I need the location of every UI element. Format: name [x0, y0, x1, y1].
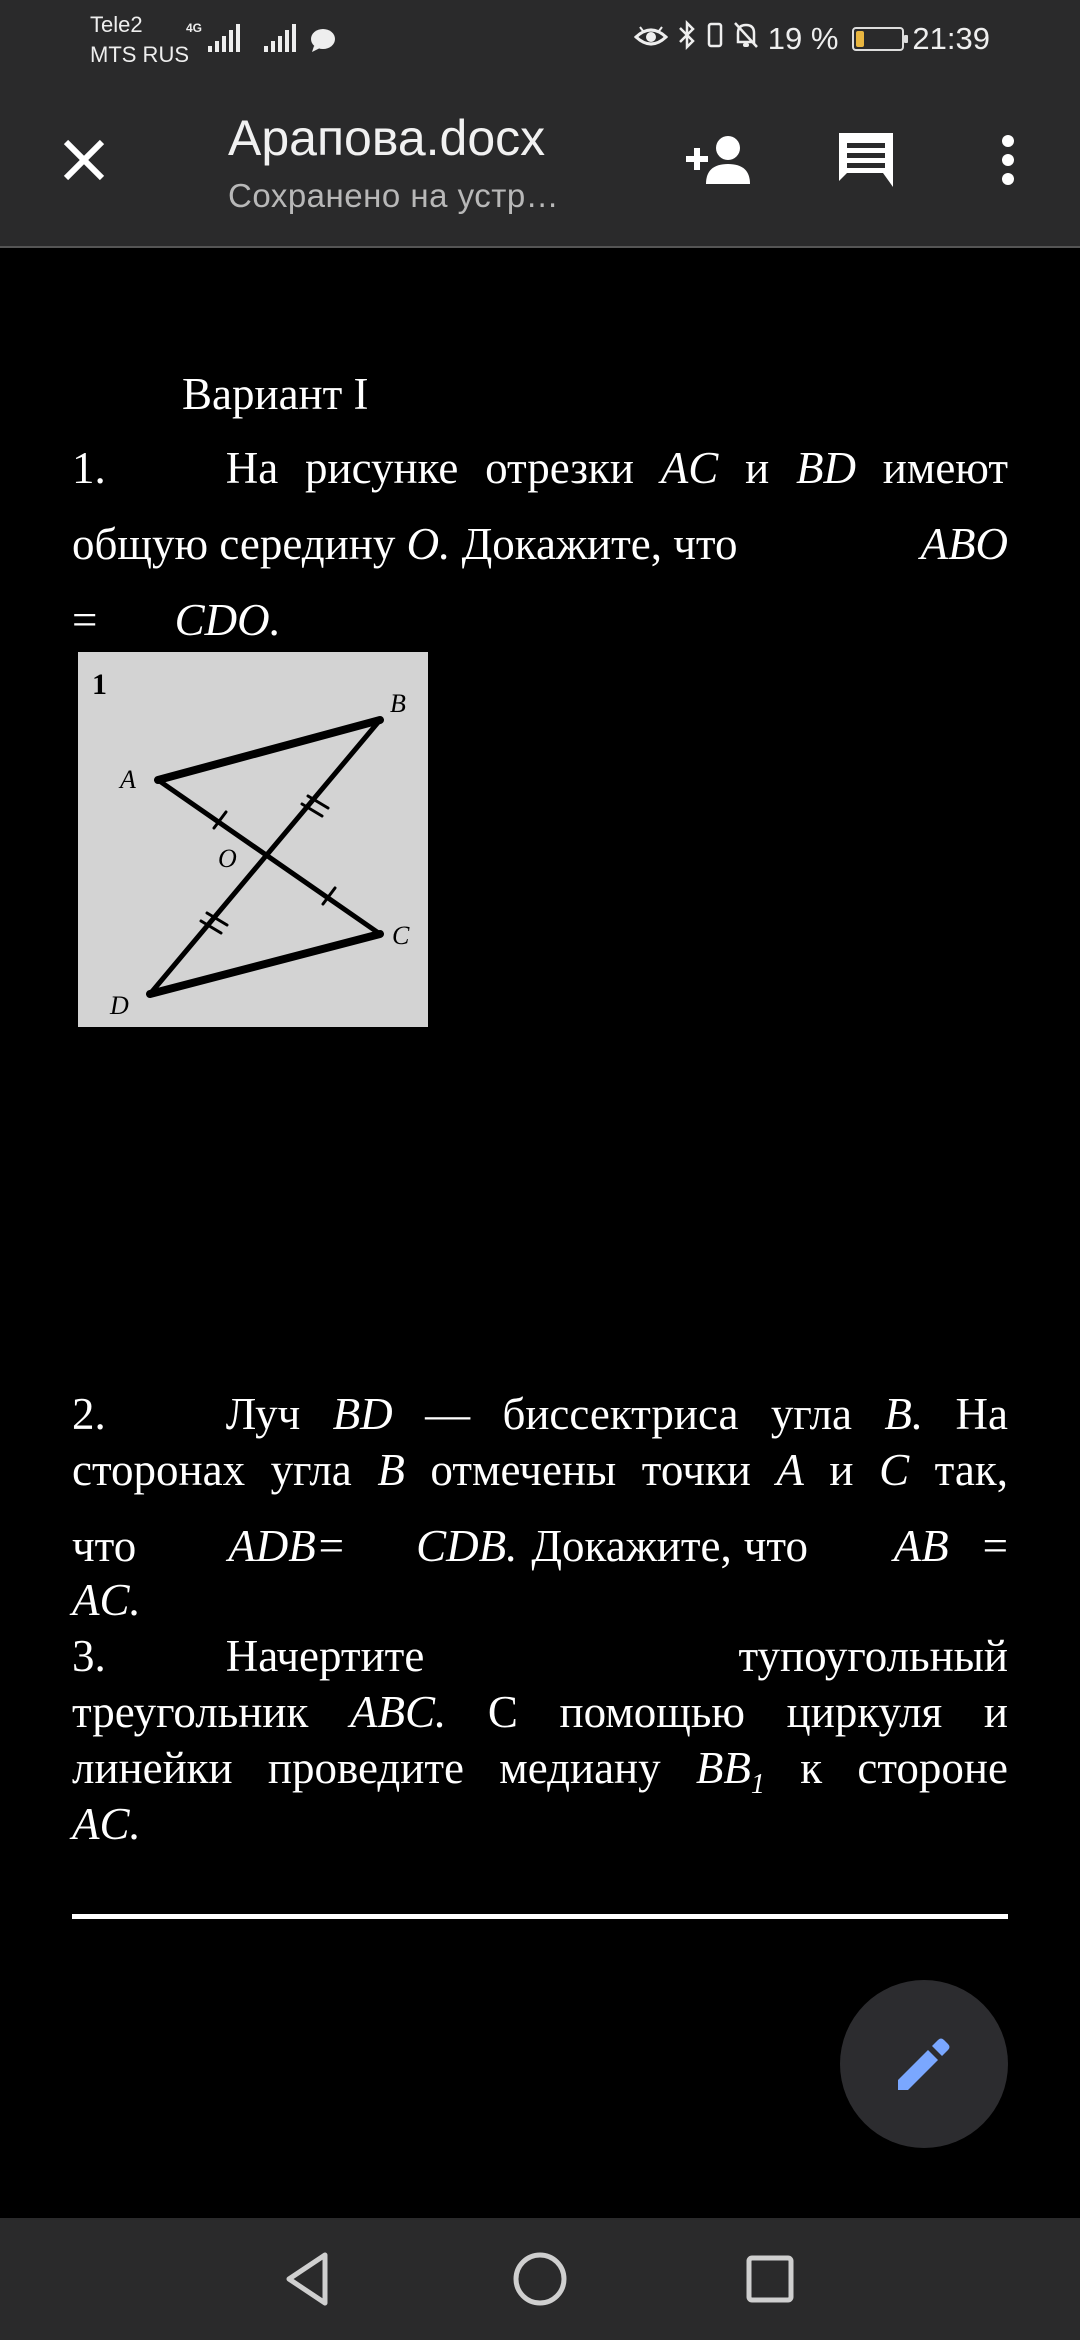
- point-label-C: C: [392, 921, 410, 950]
- task2-number: 2.: [72, 1389, 106, 1439]
- battery-percent: 19 %: [767, 21, 839, 56]
- task1-line1: [72, 442, 1008, 494]
- network-type: 4G: [186, 21, 203, 35]
- task2-word: B.: [884, 1389, 924, 1439]
- task1-word: имеют: [882, 443, 1008, 493]
- task2-word: На: [955, 1389, 1008, 1439]
- more-vert-icon: [1000, 134, 1016, 186]
- comment-icon: [835, 129, 897, 191]
- task3-word: циркуля: [786, 1687, 943, 1737]
- more-options-button[interactable]: [968, 120, 1048, 200]
- task3-number: 3.: [72, 1631, 106, 1681]
- segment-BD: [150, 720, 380, 994]
- close-icon: [60, 136, 108, 184]
- task2-word: сторонах: [72, 1445, 246, 1495]
- task2-word: угла: [770, 1389, 852, 1439]
- task2-word: Луч: [225, 1389, 301, 1439]
- segment-AC: [158, 780, 380, 934]
- task1-word: На: [225, 443, 279, 493]
- comments-button[interactable]: [822, 120, 910, 200]
- task1-number: 1.: [72, 443, 106, 493]
- task2-word: ADB=: [228, 1521, 347, 1571]
- task3-word: и: [983, 1687, 1008, 1737]
- point-label-B: B: [390, 689, 406, 718]
- point-label-D: D: [110, 991, 129, 1020]
- task3-word: ABC.: [349, 1687, 447, 1737]
- status-bar: [0, 0, 1080, 80]
- task2-word: —: [425, 1389, 471, 1439]
- task3-word: помощью: [559, 1687, 746, 1737]
- task3-word: стороне: [857, 1743, 1008, 1793]
- task2-word: что: [743, 1521, 808, 1571]
- point-label-A: A: [120, 765, 136, 794]
- task3-word: С: [487, 1687, 518, 1737]
- task3-word: Начертите: [225, 1631, 425, 1681]
- task1-word: отрезки: [485, 443, 634, 493]
- task2-word: AB: [893, 1521, 949, 1571]
- figure-drawing: [78, 652, 428, 1027]
- task1-text: общую середину: [72, 519, 396, 569]
- task3-word: линейки: [72, 1743, 233, 1793]
- document-save-status: Сохранено на устр…: [228, 177, 560, 214]
- eye-icon: [634, 21, 668, 57]
- add-person-icon: [684, 132, 756, 188]
- mute-icon: [732, 20, 760, 58]
- task2-line2: [72, 1444, 1008, 1496]
- edit-pencil-icon: [894, 2034, 954, 2094]
- task2-word: A: [776, 1445, 804, 1495]
- task1-word: рисунке: [305, 443, 459, 493]
- signal-strength-icon: [264, 24, 296, 52]
- edit-fab-button[interactable]: [840, 1980, 1008, 2148]
- task3-line4: AC.: [72, 1799, 141, 1849]
- point-label-O: O: [218, 844, 237, 873]
- signal-strength-icon: [208, 24, 240, 52]
- carrier-1: Tele2: [90, 12, 143, 37]
- home-circle-icon: [512, 2251, 568, 2307]
- task3-word: треугольник: [72, 1687, 309, 1737]
- task2-line1: [72, 1388, 1008, 1440]
- task1-word: и: [745, 443, 770, 493]
- task1-text: CDO.: [174, 595, 281, 645]
- task1-text: =: [72, 595, 98, 645]
- share-add-person-button[interactable]: [676, 120, 764, 200]
- nav-back-button[interactable]: [268, 2244, 348, 2314]
- document-body[interactable]: [0, 248, 1080, 2218]
- task2-word: что: [72, 1521, 137, 1571]
- task1-text: Докажите, что: [461, 519, 738, 569]
- task3-word: к: [800, 1743, 823, 1793]
- task2-word: C: [879, 1445, 910, 1495]
- task2-line4: AC.: [72, 1575, 141, 1625]
- task3-word: тупоугольный: [738, 1631, 1008, 1681]
- task2-word: B: [377, 1445, 405, 1495]
- vibrate-icon: [706, 21, 724, 57]
- task1-text: ABO: [920, 519, 1008, 569]
- status-right: [634, 20, 990, 58]
- figure-number: 1: [92, 668, 107, 701]
- task1-word: BD: [795, 443, 856, 493]
- task1-line3: [72, 594, 1008, 646]
- battery-fill: [856, 31, 864, 47]
- geometry-figure: [78, 652, 428, 1027]
- segment-AB: [158, 720, 380, 780]
- task1-line2: [72, 518, 1008, 570]
- task2-word: точки: [641, 1445, 751, 1495]
- task2-word: отмечены: [430, 1445, 617, 1495]
- segment-DC: [150, 934, 380, 994]
- task2-word: Докажите,: [531, 1521, 732, 1571]
- bluetooth-icon: [676, 20, 698, 58]
- variant-heading: Вариант I: [182, 369, 369, 419]
- app-bar: [0, 80, 1080, 248]
- task3-word: проведите: [267, 1743, 464, 1793]
- task2-word: и: [829, 1445, 854, 1495]
- task1-text: O.: [406, 519, 451, 569]
- message-icon: [310, 28, 336, 57]
- task2-word: =: [982, 1521, 1008, 1571]
- task2-word: BD: [332, 1389, 393, 1439]
- document-title: Арапова.docx: [228, 110, 546, 166]
- task3-word: медиану: [499, 1743, 661, 1793]
- task3-line1: [72, 1630, 1008, 1682]
- median-name: BB: [695, 1743, 751, 1793]
- system-nav-bar: [0, 2218, 1080, 2340]
- task3-line2: [72, 1686, 1008, 1738]
- nav-recents-button[interactable]: [730, 2244, 810, 2314]
- carrier-info: [90, 10, 189, 70]
- median-subscript: 1: [750, 1769, 765, 1800]
- clock: 21:39: [912, 21, 990, 56]
- task2-word: так,: [934, 1445, 1008, 1495]
- close-button[interactable]: [44, 120, 124, 200]
- horizontal-rule: [72, 1914, 1008, 1919]
- recents-square-icon: [745, 2254, 795, 2304]
- nav-home-button[interactable]: [500, 2244, 580, 2314]
- carrier-2: MTS RUS: [90, 42, 189, 67]
- task1-word: AC: [660, 443, 719, 493]
- task2-word: CDB.: [416, 1521, 518, 1571]
- task2-line3: [72, 1520, 1008, 1572]
- battery-icon: [852, 27, 904, 51]
- task2-word: угла: [270, 1445, 352, 1495]
- task2-word: биссектриса: [502, 1389, 739, 1439]
- back-triangle-icon: [283, 2251, 333, 2307]
